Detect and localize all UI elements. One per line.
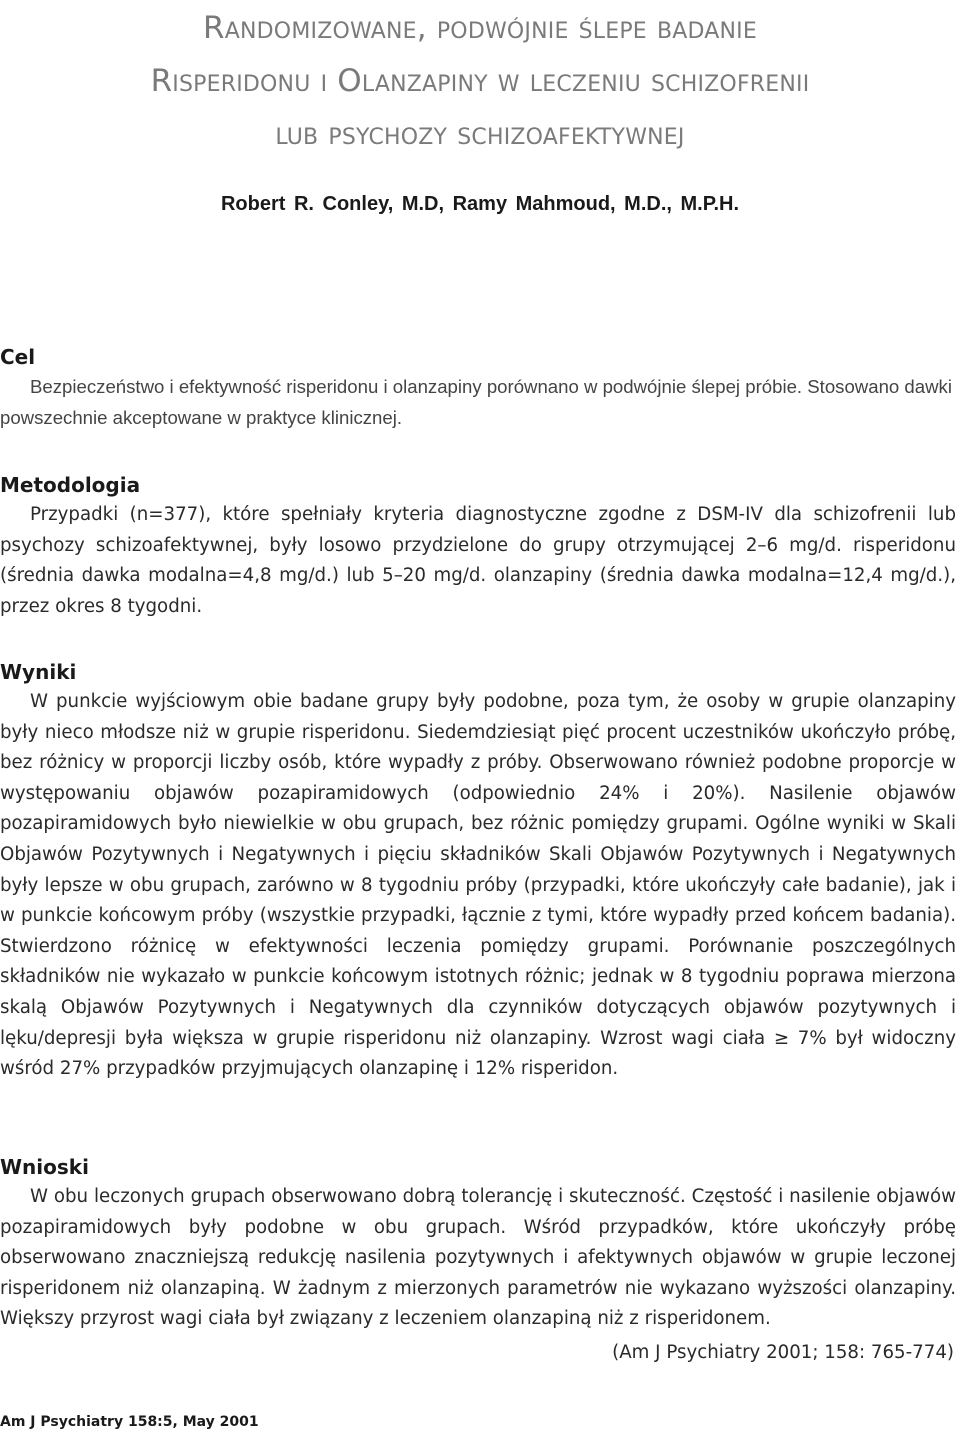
section-cel (0, 342, 956, 433)
title-line-2: Risperidonu i Olanzapiny w leczeniu schizofrenii (150, 63, 810, 99)
section-heading-metodologia: Metodologia (0, 473, 141, 497)
citation: (Am J Psychiatry 2001; 158: 765-774) (612, 1342, 954, 1363)
section-wyniki (0, 657, 956, 1085)
section-wnioski (0, 1152, 956, 1335)
section-body-cel: Bezpieczeństwo i efektywność risperidonu i olanzapiny porównano w podwójnie ślepej próbie. Stosowano dawki powszechnie akceptowane w praktyce klinicznej. (0, 376, 952, 428)
section-metodologia (0, 470, 956, 622)
authors: Robert R. Conley, M.D, Ramy Mahmoud, M.D., M.P.H. (220, 193, 740, 215)
section-heading-wnioski: Wnioski (0, 1155, 89, 1179)
title-line-3: lub psychozy schizoafektywnej (275, 116, 685, 152)
title-line-1: Randomizowane, podwójnie ślepe badanie (203, 10, 757, 46)
section-body-metodologia: Przypadki (n=377), które spełniały kryteria diagnostyczne zgodne z DSM-IV dla schizofrenii lub psychozy schizoafektywnej, były losowo przydzielone do grupy otrzymującej 2–6 mg/d. risperidonu (średnia dawka modalna=4,8 mg/d.) lub 5–20 mg/d. olanzapiny (średnia dawka modalna=12,4 mg/d.), przez okres 8 tygodni. (0, 504, 956, 617)
section-body-wyniki: W punkcie wyjściowym obie badane grupy były podobne, poza tym, że osoby w grupie olanzapiny były nieco młodsze niż w grupie risperidonu. Siedemdziesiąt pięć procent uczestników ukończyło próbę, bez różnicy w proporcji liczby osób, które wypadły z próby. Obserwowano również podobne proporcje w występowaniu objawów pozapiramidowych (odpowiednio 24% i 20%). Nasilenie objawów pozapiramidowych było niewielkie w obu grupach, bez różnic pomiędzy grupami. Ogólne wyniki w Skali Objawów Pozytywnych i Negatywnych i pięciu składników Skali Objawów Pozytywnych i Negatywnych były lepsze w obu grupach, zarówno w 8 tygodniu próby (przypadki, które ukończyły całe badanie), jak i w punkcie końcowym próby (wszystkie przypadki, łącznie z tymi, które wypadły przed końcem badania). Stwierdzono różnicę w efektywności leczenia pomiędzy grupami. Porównanie poszczególnych składników nie wykazało w punkcie końcowym istotnych różnic; jednak w 8 tygodniu poprawa mierzona skalą Objawów Pozytywnych i Negatywnych dla czynników dotyczących objawów pozytywnych i lęku/depresji była większa w grupie risperidonu niż olanzapiny. Wzrost wagi ciała ≥ 7% był widoczny wśród 27% przypadków przyjmujących olanzapinę i 12% risperidon. (0, 691, 956, 1080)
section-body-wnioski: W obu leczonych grupach obserwowano dobrą tolerancję i skuteczność. Częstość i nasilenie objawów pozapiramidowych były podobne w obu grupach. Wśród przypadków, które ukończyły próbę obserwowano znaczniejszą redukcję nasilenia pozytywnych i afektywnych objawów w grupie leczonej risperidonem niż olanzapiną. W żadnym z mierzonych parametrów nie wykazano wyższości olanzapiny. Większy przyrost wagi ciała był związany z leczeniem olanzapiną niż z risperidonem. (0, 1186, 956, 1330)
section-heading-cel: Cel (0, 345, 36, 369)
page-footer: Am J Psychiatry 158:5, May 2001 (0, 1414, 259, 1430)
section-heading-wyniki: Wyniki (0, 660, 77, 684)
document-title (0, 2, 960, 161)
